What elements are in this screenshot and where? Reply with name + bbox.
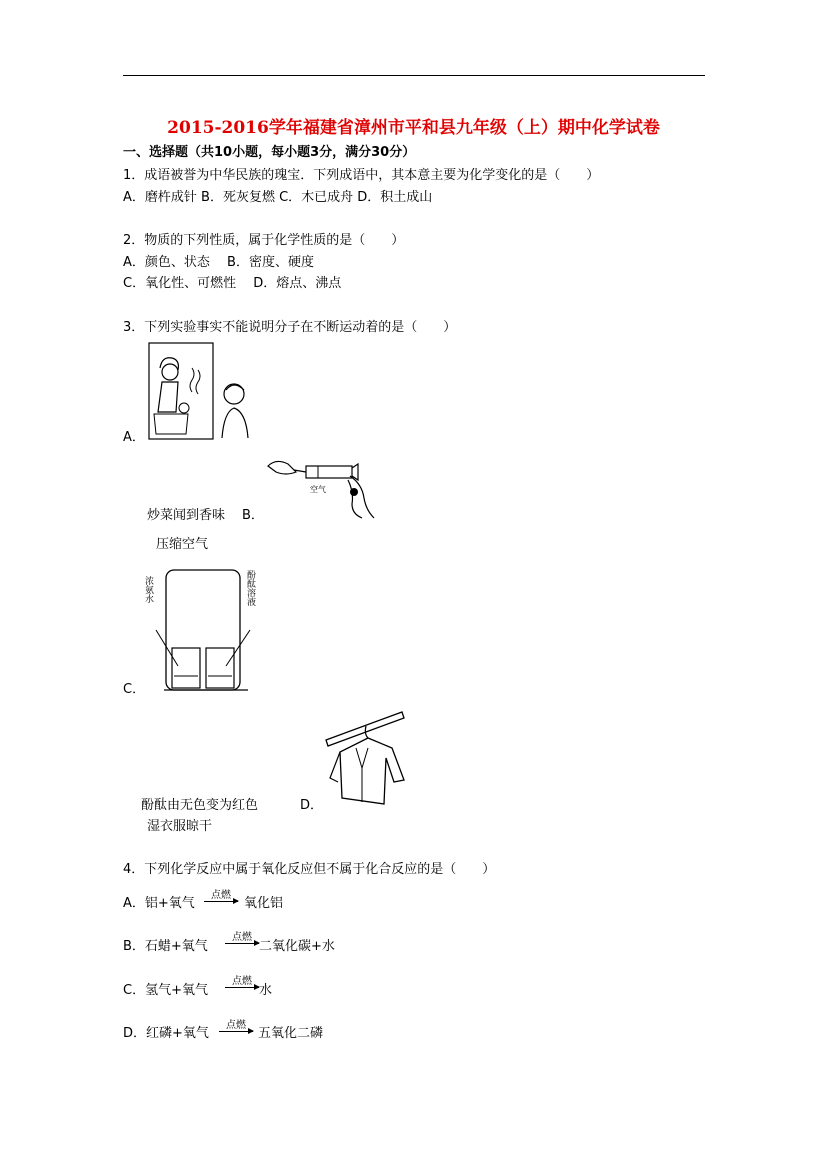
q3-figure-c-label-right: 酚酞溶液 — [245, 570, 255, 606]
q4-option-d-condition: 点燃 — [226, 1020, 246, 1031]
q4-option-b-arrow — [225, 932, 259, 944]
q1-stem: 1．成语被誉为中华民族的瑰宝．下列成语中，其本意主要为化学变化的是（ ） — [123, 168, 600, 183]
q4-option-d-arrow — [219, 1020, 253, 1032]
q3-figure-a-cooking — [148, 342, 214, 440]
q3-figure-d-clothes — [322, 708, 408, 812]
q3-option-c-letter: C． — [123, 682, 146, 697]
q4-option-d-reactants: D．红磷+氧气 — [123, 1026, 209, 1041]
q4-option-c-reactants: C．氢气+氧气 — [123, 983, 208, 998]
q3-option-b-letter: B． — [242, 508, 264, 523]
q4-option-b-reactants: B．石蜡+氧气 — [123, 939, 208, 954]
section-heading: 一、选择题（共10小题，每小题3分，满分30分） — [123, 145, 416, 160]
q4-option-d-product: 五氧化二磷 — [258, 1026, 324, 1041]
q4-option-b-condition: 点燃 — [232, 932, 252, 943]
q3-figure-c-label-left: 浓氨水 — [143, 576, 153, 603]
q4-option-a-arrow — [204, 890, 238, 902]
q2-options-line2: C．氧化性、可燃性 D．熔点、沸点 — [123, 276, 342, 291]
q4-option-b-product: 二氧化碳+水 — [259, 939, 335, 954]
q3-option-b-caption: 压缩空气 — [156, 537, 209, 552]
q4-option-a-condition: 点燃 — [211, 890, 231, 901]
q1-options: A．磨杵成针 B．死灰复燃 C．木已成舟 D．积土成山 — [123, 190, 433, 205]
q4-option-c-arrow — [225, 976, 259, 988]
header-rule — [123, 75, 705, 76]
q4-option-a-product: 氧化铝 — [244, 896, 284, 911]
q4-option-c-product: 水 — [259, 983, 273, 998]
q3-option-d-caption: 湿衣服晾干 — [147, 819, 213, 834]
q3-figure-c-beakers — [143, 566, 262, 696]
q3-figure-a-observer — [218, 380, 252, 440]
q2-options-line1: A．颜色、状态 B．密度、硬度 — [123, 255, 314, 270]
q3-figure-b-syringe — [266, 458, 378, 520]
q4-stem: 4．下列化学反应中属于氧化反应但不属于化合反应的是（ ） — [123, 862, 496, 877]
q3-figure-b-label: 空气 — [310, 485, 326, 494]
q4-option-c-condition: 点燃 — [232, 976, 252, 987]
page-title: 2015-2016学年福建省漳州市平和县九年级（上）期中化学试卷 — [167, 118, 660, 138]
q3-option-a-caption: 炒菜闻到香味 — [147, 508, 226, 523]
q2-stem: 2．物质的下列性质，属于化学性质的是（ ） — [123, 233, 405, 248]
q4-option-a-reactants: A．铝+氧气 — [123, 896, 195, 911]
q3-option-d-letter: D． — [300, 798, 324, 813]
q3-option-a-letter: A． — [123, 430, 145, 445]
q3-option-c-caption: 酚酞由无色变为红色 — [141, 798, 259, 813]
q3-stem: 3．下列实验事实不能说明分子在不断运动着的是（ ） — [123, 320, 457, 335]
